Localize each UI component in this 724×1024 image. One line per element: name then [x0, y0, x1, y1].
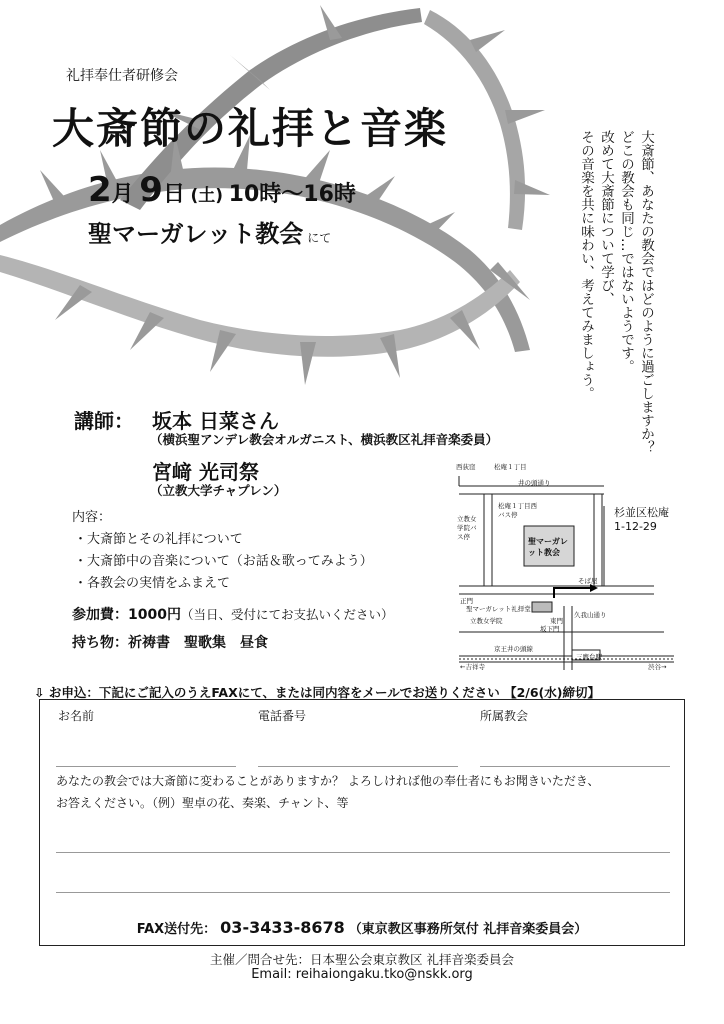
map-label-shoan1-west: 松庵１丁目西	[498, 502, 537, 510]
date-weekday: (土)	[190, 186, 224, 206]
map-label-rikkyo-bus: 立教女学院バス停	[457, 515, 477, 541]
map-label-bus-stop: バス停	[498, 511, 518, 519]
vertical-message-line: その音楽を共に味わい、考えてみましょう。	[578, 130, 594, 400]
fax-number: 03-3433-8678	[220, 918, 345, 937]
map-label-soba: そば屋	[578, 577, 598, 585]
date-day: 9	[139, 170, 163, 210]
lecturer-label: 講師：	[74, 409, 134, 433]
phone-field[interactable]	[258, 766, 458, 767]
date-month-unit: 月	[111, 182, 134, 207]
venue-suffix: にて	[307, 231, 332, 245]
lecturer-2-name: 宮﨑 光司祭	[152, 460, 259, 484]
fax-info	[40, 918, 684, 937]
phone-field-label: 電話番号	[258, 709, 307, 723]
church-field-label: 所属教会	[480, 709, 529, 723]
map-label-address: 1-12-29	[614, 520, 657, 533]
map-label-sakashita: 坂下門	[540, 625, 560, 633]
org-subtitle: 礼拝奉仕者研修会	[66, 68, 178, 84]
question-line: お答えください。（例）聖卓の花、奏楽、チャント、等	[56, 796, 349, 810]
vertical-message-line: 大斎節、あなたの教会ではどのように過ごしますか？	[638, 130, 654, 454]
fax-note: （東京教区事務所気付 礼拝音楽委員会）	[348, 922, 588, 937]
lecturer-1-name: 坂本 日菜さん	[152, 409, 279, 433]
map-roads	[454, 456, 682, 670]
map-label-kugayama-ave: 久我山通り	[574, 611, 607, 619]
venue-name: 聖マーガレット教会	[88, 220, 304, 248]
fee-value: 1000円	[128, 607, 181, 623]
application-form	[39, 699, 685, 946]
map-label-shibuya: 渋谷→	[648, 663, 667, 671]
map-label-shoan1: 松庵１丁目	[494, 463, 527, 471]
map-label-church-chapel: 聖マーガレット礼拝堂	[466, 605, 531, 613]
fee-line	[72, 604, 393, 624]
fax-label: FAX送付先：	[136, 922, 217, 937]
content-item: ・各教会の実情をふまえて	[74, 576, 231, 591]
down-arrow-icon: ⇩	[34, 685, 49, 700]
page-title: 大斎節の礼拝と音楽	[52, 104, 449, 153]
question	[56, 770, 599, 814]
content-item: ・大斎節中の音楽について（お話＆歌ってみよう）	[74, 554, 373, 569]
name-field-label: お名前	[58, 709, 95, 723]
access-map	[454, 456, 682, 670]
vertical-message-line: 改めて大斎節について学び、	[598, 130, 614, 306]
event-date	[88, 170, 356, 210]
answer-field[interactable]	[56, 852, 670, 853]
map-label-mitakadai: 三鷹台駅	[576, 653, 602, 661]
contact-email[interactable]: Email: reihaiongaku.tko@nskk.org	[251, 967, 473, 982]
map-label-nishiogi: 西荻窪	[456, 463, 476, 471]
date-month: 2	[88, 170, 112, 210]
map-label-rikkyo-jogakuin: 立教女学院	[470, 617, 503, 625]
date-day-unit: 日	[162, 182, 185, 207]
bring-items: 持ち物：祈祷書 聖歌集 昼食	[72, 635, 268, 651]
fee-label: 参加費：	[72, 607, 128, 623]
signup-text: お申込：下記にご記入のうえFAXにて、または同内容をメールでお送りください 【2/6(水)締切】	[48, 685, 600, 700]
name-field[interactable]	[56, 766, 236, 767]
lecturer-2-note: （立教大学チャプレン）	[150, 483, 287, 498]
host-info: 主催／問合せ先：日本聖公会東京教区 礼拝音楽委員会	[210, 952, 514, 967]
content-item: ・大斎節とその礼拝について	[74, 532, 243, 547]
question-line: あなたの教会では大斎節に変わることがありますか？ よろしければ他の奉仕者にもお聞きいただき、	[56, 774, 600, 788]
map-label-main-gate: 正門	[460, 597, 473, 605]
fee-note: （当日、受付にてお支払いください）	[180, 607, 394, 622]
map-label-area: 杉並区松庵	[614, 506, 669, 519]
vertical-message-line: どこの教会も同じ…ではないようです。	[618, 130, 634, 373]
venue	[88, 214, 331, 249]
map-label-inokashira: 井の頭通り	[518, 479, 551, 487]
lecturer-1-note: （横浜聖アンデレ教会オルガニスト、横浜教区礼拝音楽委員）	[150, 432, 499, 447]
map-label-kichijoji: ←吉祥寺	[460, 663, 485, 671]
church-field[interactable]	[480, 766, 670, 767]
answer-field[interactable]	[56, 892, 670, 893]
map-label-east-gate: 東門	[550, 617, 563, 625]
map-label-keio-line: 京王井の頭線	[494, 645, 533, 653]
date-time: 10時〜16時	[228, 182, 356, 207]
map-label-church: 聖マーガレット教会	[528, 537, 568, 557]
content-title: 内容：	[72, 510, 112, 525]
